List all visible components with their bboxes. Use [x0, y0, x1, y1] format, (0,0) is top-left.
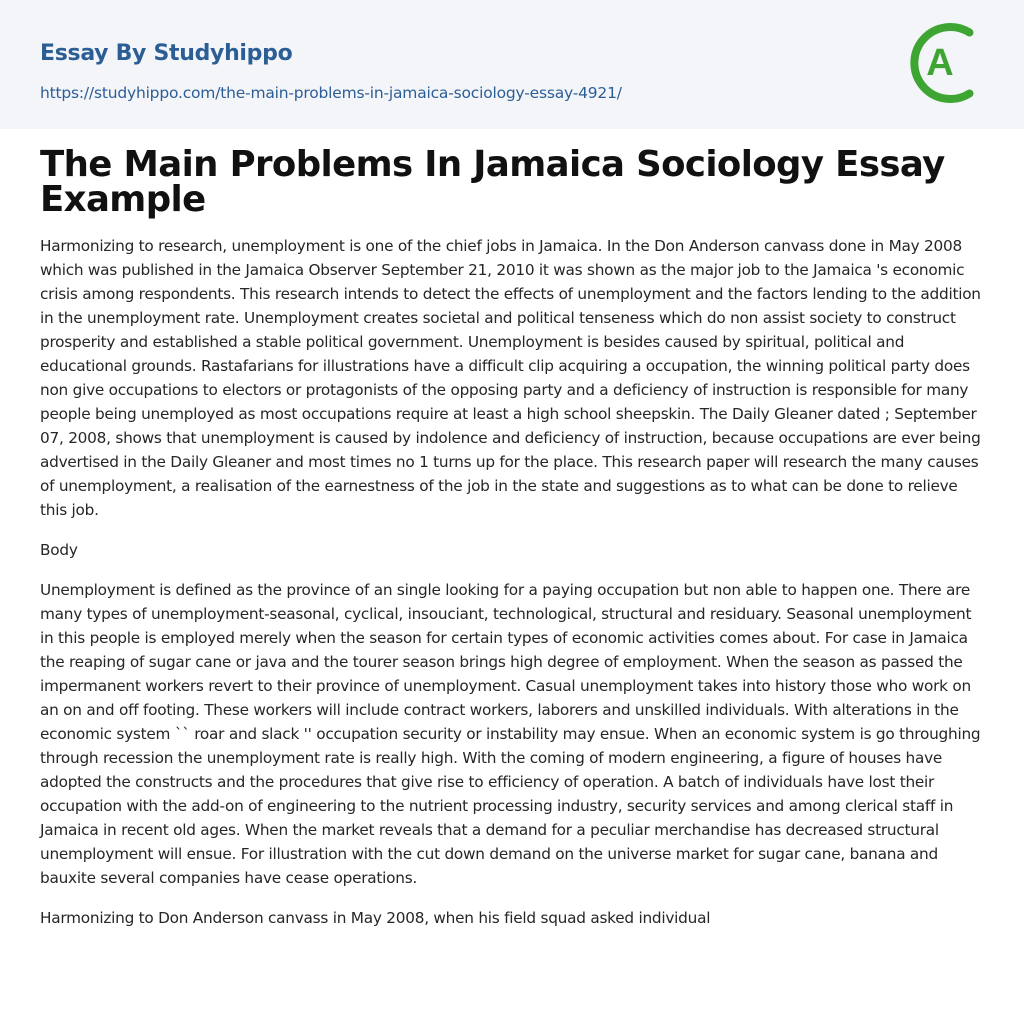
intro-paragraph: Harmonizing to research, unemployment is one of the chief jobs in Jamaica. In the Don Anderson canvass done in May 2008 which was published in the Jamaica Observer September 21, 2010 it was shown as the major job to the Jamaica 's economic crisis among respondents. This research intends to detect the effects of unemployment and the factors lending to the addition in the unemployment rate. Unemployment creates societal and political tenseness which do non assist society to construct prosperity and established a stable political government. Unemployment is besides caused by spiritual, political and educational grounds. Rastafarians for illustrations have a difficult clip acquiring a occupation, the winning political party does non give occupations to electors or protagonists of the opposing party and a deficiency of instruction is responsible for many people being unemployed as most occupations require at least a high school sheepskin. The Daily Gleaner dated ; September 07, 2008, shows that unemployment is caused by indolence and deficiency of instruction, because occupations are ever being advertised in the Daily Gleaner and most times no 1 turns up for the place. This research paper will research the many causes of unemployment, a realisation of the earnestness of the job in the state and suggestions as to what can be done to relieve this job. — [40, 237, 981, 519]
site-brand[interactable]: Essay By Studyhippo — [40, 41, 293, 66]
logo-letter: A — [926, 42, 954, 84]
article-body — [40, 234, 986, 946]
studyhippo-logo-icon[interactable] — [909, 18, 989, 108]
body-paragraph-truncated: Harmonizing to Don Anderson canvass in May 2008, when his field squad asked individual — [40, 909, 711, 927]
section-heading-body: Body — [40, 541, 78, 559]
body-paragraph: Unemployment is defined as the province of an single looking for a paying occupation but non able to happen one. There are many types of unemployment-seasonal, cyclical, insouciant, technological, structural and residuary. Seasonal unemployment in this people is employed merely when the season for certain types of economic activities comes about. For case in Jamaica the reaping of sugar cane or java and the tourer season brings high degree of employment. When the season as passed the impermanent workers revert to their province of unemployment. Casual unemployment takes into history those who work on an on and off footing. These workers will include contract workers, laborers and unskilled individuals. With alterations in the economic system `` roar and slack '' occupation security or instability may ensue. When an economic system is go throughing through recession the unemployment rate is really high. With the coming of modern engineering, a figure of houses have adopted the constructs and the procedures that give rise to efficiency of operation. A batch of individuals have lost their occupation with the add-on of engineering to the nutrient processing industry, security services and among clerical staff in Jamaica in recent old ages. When the market reveals that a demand for a peculiar merchandise has decreased structural unemployment will ensue. For illustration with the cut down demand on the universe market for sugar cane, banana and bauxite several companies have cease operations. — [40, 581, 981, 887]
site-header — [0, 0, 1024, 129]
source-url-link[interactable]: https://studyhippo.com/the-main-problems-in-jamaica-sociology-essay-4921/ — [40, 84, 622, 102]
page-title: The Main Problems In Jamaica Sociology Essay Example — [40, 144, 945, 220]
